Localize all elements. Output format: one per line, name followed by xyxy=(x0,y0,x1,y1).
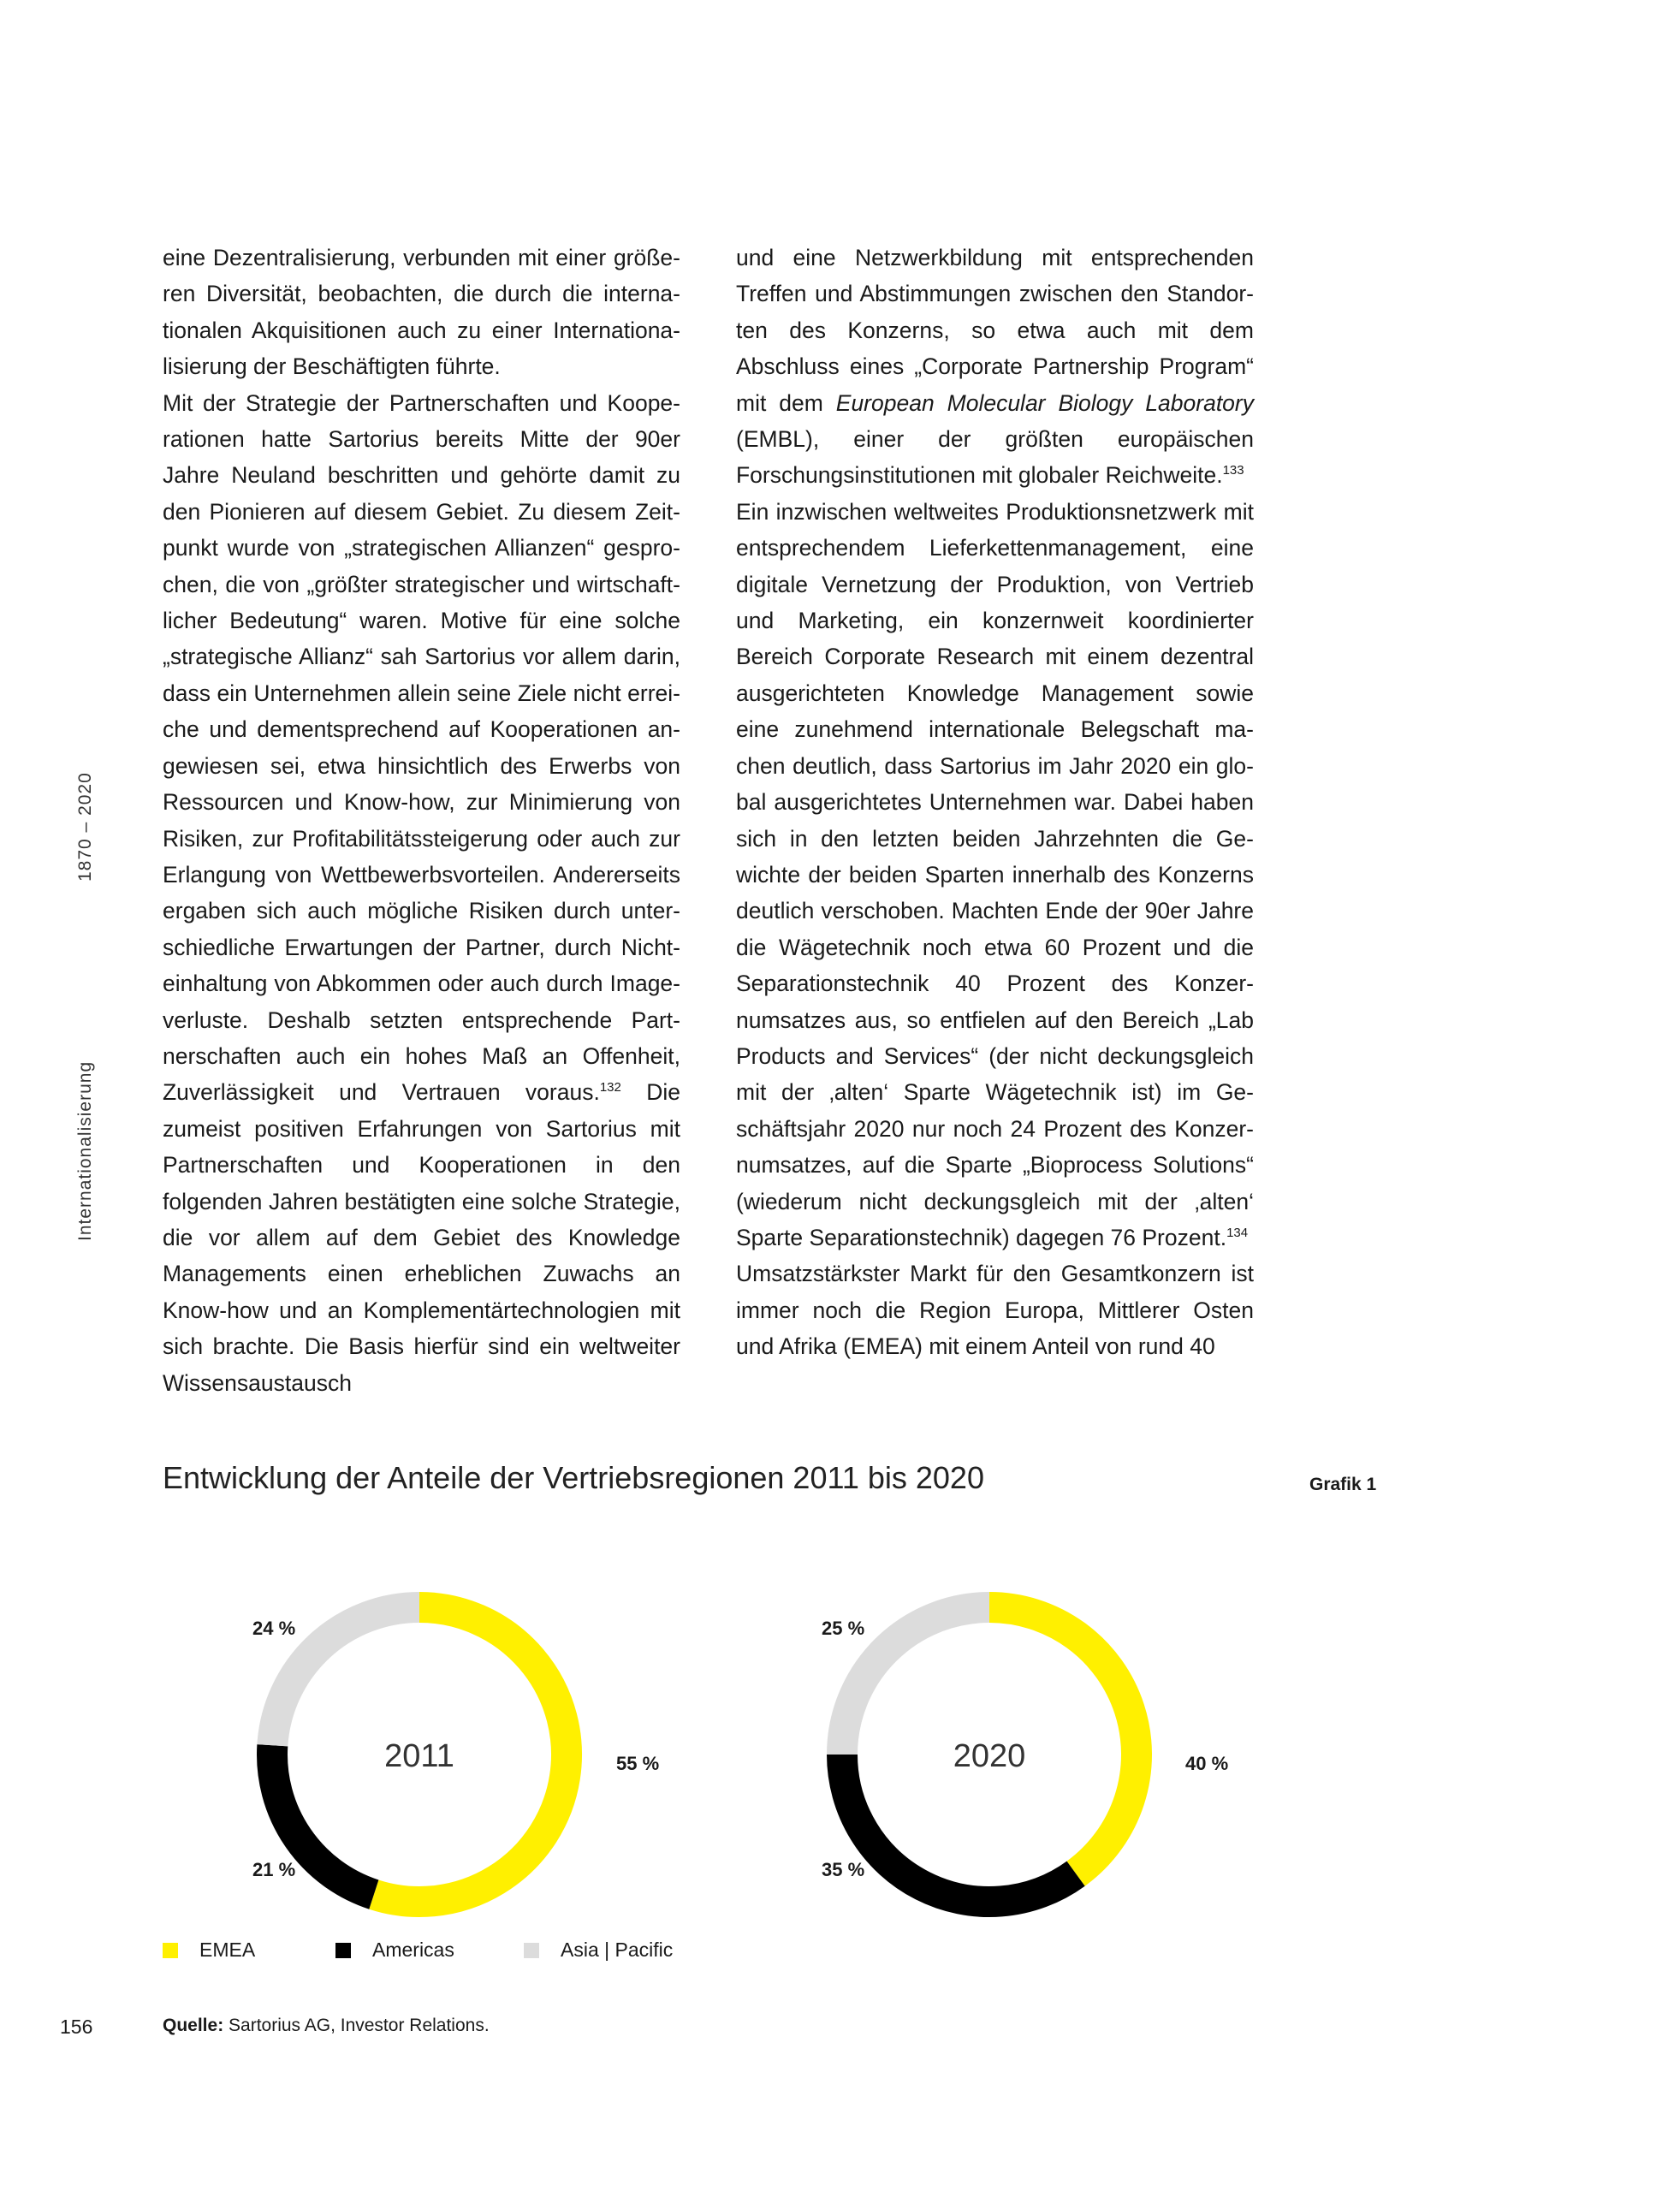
paragraph-text: Die zumeist positiven Erfahrungen von Sartorius mit Partnerschaften und Kooperationen in den folgenden Jahren bestätigten eine solche Strategie, die vor allem auf dem Gebiet des Knowledge Managements einen erheblichen Zuwachs an Know-how und an Komplementärtechnologien mit sich brachte. Die Basis hierfür sind ein weltweiter Wissensaustausch xyxy=(163,1079,680,1396)
data-label: 40 % xyxy=(1185,1753,1229,1774)
legend-swatch-emea xyxy=(163,1943,178,1958)
data-label: 24 % xyxy=(252,1618,296,1639)
footnote-ref-133[interactable]: 133 xyxy=(1222,463,1244,478)
legend-swatch-asia-pacific xyxy=(524,1943,539,1958)
page-number: 156 xyxy=(60,2016,93,2038)
donut-center-year: 2020 xyxy=(953,1738,1026,1774)
donut-chart-2011 xyxy=(252,1607,659,1902)
chart-title: Entwicklung der Anteile der Vertriebsregionen 2011 bis 2020 xyxy=(163,1460,984,1495)
legend-item-asia-pacific xyxy=(524,1939,673,1962)
data-label: 55 % xyxy=(616,1753,660,1774)
running-head-topic: Internationalisierung xyxy=(75,1060,95,1241)
paragraph: eine Dezentralisierung, verbunden mit einer größeren Diversität, beobachten, die durch die internationalen Akquisitionen auch zu einer Internationalisierung der Beschäftigten führte. xyxy=(163,245,680,380)
paragraph-text: Mit der Strategie der Partnerschaften und Kooperationen hatte Sartorius bereits Mitte der 90er Jahre Neuland beschritten und gehörte damit zu den Pionieren auf diesem Gebiet. Zu diesem Zeitpunkt wurde von „strategischen Allianzen“ gesprochen, die von „größter strategischer und wirtschaftlicher Bedeutung“ waren. Motive für eine solche „strategische Allianz“ sah Sartorius vor allem darin, dass ein Unternehmen allein seine Ziele nicht erreiche und dementsprechend auf Kooperationen angewiesen sei, etwa hinsichtlich des Erwerbs von Ressourcen und Know-how, zur Minimierung von Risiken, zur Profitabilitätssteigerung oder auch zur Erlangung von Wettbewerbsvorteilen. Andererseits ergaben sich auch mögliche Risiken durch unterschiedliche Erwartungen der Partner, durch Nichteinhaltung von Abkommen oder auch durch Imageverluste. Deshalb setzten entsprechende Partnerschaften auch ein hohes Maß an Offenheit, Zuverlässigkeit und Vertrauen voraus. xyxy=(163,389,680,1106)
legend-label: Asia | Pacific xyxy=(561,1939,674,1961)
paragraph-text: Ein inzwischen weltweites Produktionsnetzwerk mit entsprechendem Lieferkettenmanagement, eine digitale Vernetzung der Produktion, von Vertrieb und Marketing, ein konzernweit koordinierter Bereich Corporate Research mit einem dezentral ausgerichteten Knowledge Management sowie eine zunehmend internationale Belegschaft machen deutlich, dass Sartorius im Jahr 2020 ein global ausgerichtetes Unternehmen war. Dabei haben sich in den letzten beiden Jahrzehnten die Gewichte der beiden Sparten innerhalb des Konzerns deutlich verschoben. Machten Ende der 90er Jahre die Wägetechnik noch etwa 60 Prozent und die Separationstechnik 40 Prozent des Konzernumsatzes aus, so entfielen auf den Bereich „Lab Products and Services“ (der nicht deckungsgleich mit der ‚alten‘ Sparte Wägetechnik ist) im Geschäftsjahr 2020 nur noch 24 Prozent des Konzernumsatzes, auf die Sparte „Bioprocess Solutions“ (wiederum nicht deckungsgleich mit der ‚alten‘ Sparte Separationstechnik) dagegen 76 Prozent. xyxy=(736,498,1254,1250)
footnote-ref-134[interactable]: 134 xyxy=(1226,1226,1249,1241)
data-label: 21 % xyxy=(252,1859,296,1880)
figure-label: Grafik 1 xyxy=(1309,1475,1377,1494)
legend-item-americas xyxy=(335,1939,454,1962)
legend-label: EMEA xyxy=(199,1939,256,1961)
footnote-ref-132[interactable]: 132 xyxy=(599,1080,621,1096)
source-text: Sartorius AG, Investor Relations. xyxy=(223,2016,490,2035)
running-head-years: 1870 – 2020 xyxy=(75,772,95,882)
emphasis-embl: European Molecular Biology Laboratory xyxy=(835,389,1254,416)
data-label: 35 % xyxy=(822,1859,865,1880)
donut-slice-americas xyxy=(842,1755,1076,1902)
legend-label: Americas xyxy=(372,1939,454,1961)
legend-swatch-americas xyxy=(335,1943,351,1958)
donut-center-year: 2011 xyxy=(384,1738,454,1774)
legend-item-emea xyxy=(163,1939,255,1962)
source-label: Quelle: xyxy=(163,2016,224,2035)
donut-chart-2020 xyxy=(822,1607,1228,1902)
paragraph-text: und eine Netzwerkbildung mit entsprechenden Treffen und Abstimmungen zwischen den Standorten des Konzerns, so etwa auch mit dem Abschluss eines „Corporate Partnership Program“ mit dem xyxy=(736,245,1254,416)
data-label: 25 % xyxy=(822,1618,865,1639)
paragraph: Umsatzstärkster Markt für den Gesamtkonzern ist immer noch die Region Europa, Mittlerer Osten und Afrika (EMEA) mit einem Anteil von rund 40 xyxy=(736,1261,1254,1360)
paragraph-text: (EMBL), einer der größten europäischen Forschungsinstitutionen mit globaler Reichweite. xyxy=(736,426,1254,489)
source-note xyxy=(163,2016,490,2036)
